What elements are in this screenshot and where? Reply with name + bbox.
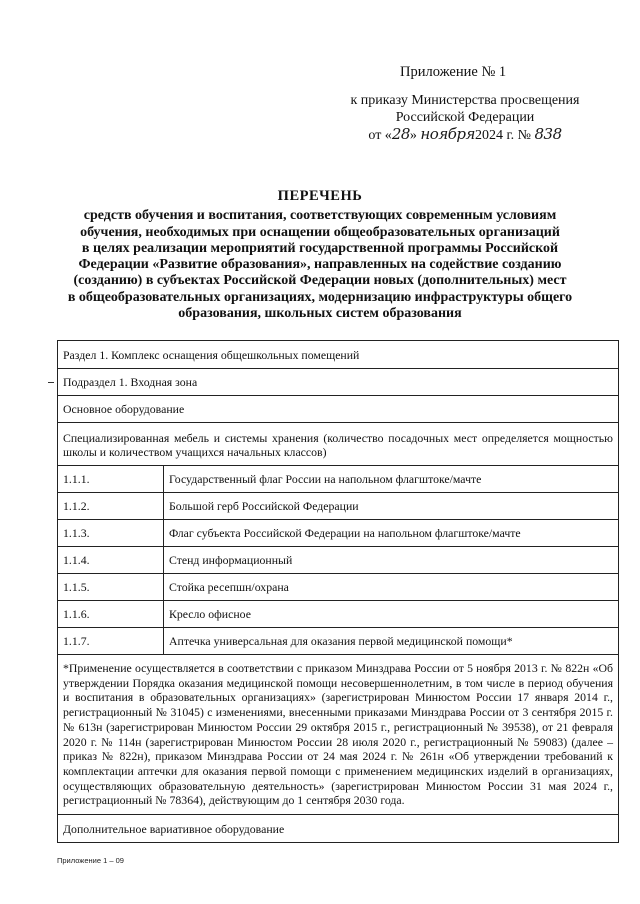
title-line: обучения, необходимых при оснащении общеобразовательных организаций [80,224,560,240]
table-row [58,369,619,396]
item-number: 1.1.3. [58,520,164,547]
table-row [58,520,619,547]
date-prefix: от « [368,128,392,143]
handwritten-day: 28 [391,125,410,143]
item-number: 1.1.1. [58,466,164,493]
title-heading: ПЕРЕЧЕНЬ [277,188,363,204]
table-row [58,466,619,493]
table-row [58,396,619,423]
appendix-order-line1: к приказу Министерства просвещения [350,93,580,108]
title-line: в целях реализации мероприятий государственной программы Российской [81,240,559,256]
table-row [58,628,619,655]
title-line: в общеобразовательных организациях, модернизацию инфраструктуры общего [67,289,573,305]
equipment-table [57,340,619,843]
table-row [58,601,619,628]
appendix-block [330,64,600,144]
appendix-order-line2: Российской Федерации [395,110,535,125]
item-number: 1.1.5. [58,574,164,601]
additional-equipment-header: Дополнительное вариативное оборудование [58,815,619,843]
table-row [58,574,619,601]
page-footer: Приложение 1 – 09 [57,856,124,865]
title-line: Федерации «Развитие образования», направленных на содействие созданию [78,257,562,273]
handwritten-month: ноября [420,125,475,143]
item-number: 1.1.7. [58,628,164,655]
item-name: Аптечка универсальная для оказания первой медицинской помощи* [164,628,619,655]
item-name: Государственный флаг России на напольном флагштоке/мачте [164,466,619,493]
date-year: 2024 г. № [474,128,531,143]
title-line: образования, школьных систем образования [178,306,462,322]
subsection-title: Подраздел 1. Входная зона [58,369,619,396]
item-name: Кресло офисное [164,601,619,628]
basic-equipment-header: Основное оборудование [58,396,619,423]
margin-mark [48,382,54,383]
item-name: Стенд информационный [164,547,619,574]
section-title: Раздел 1. Комплекс оснащения общешкольных помещений [58,341,619,369]
table-row [58,493,619,520]
appendix-date-line [368,126,561,144]
table-row [58,341,619,369]
specialized-furniture-header: Специализированная мебель и системы хранения (количество посадочных мест определяется мощностью школы и количеством учащихся начальных классов) [58,423,619,466]
table-row [58,815,619,843]
handwritten-order-number: 838 [534,125,562,143]
title-line: средств обучения и воспитания, соответствующих современным условиям [83,208,557,224]
item-name: Флаг субъекта Российской Федерации на напольном флагштоке/мачте [164,520,619,547]
item-number: 1.1.4. [58,547,164,574]
title-line: (созданию) в субъектах Российской Федерации новых (дополнительных) мест [73,273,567,289]
table-row [58,547,619,574]
date-mid: » [409,128,417,143]
item-number: 1.1.2. [58,493,164,520]
item-name: Большой герб Российской Федерации [164,493,619,520]
table-row [58,423,619,466]
document-title [40,188,600,322]
item-name: Стойка ресепшн/охрана [164,574,619,601]
appendix-number: Приложение № 1 [400,64,507,80]
item-number: 1.1.6. [58,601,164,628]
footnote-note: *Применение осуществляется в соответствии с приказом Минздрава России от 5 ноября 2013 г. № 822н «Об утверждении Порядка оказания медицинской помощи несовершеннолетним, в том числе в период обучения и воспитания в образовательных организациях» (зарегистрирован Минюстом России 17 января 2014 г., регистрационный № 31045) с изменениями, внесенными приказами Минздрава России от 3 сентября 2015 г. № 613н (зарегистрирован Минюстом России 29 октября 2015 г., регистрационный № 39538), от 21 февраля 2020 г. № 114н (зарегистрирован Минюстом России 28 июля 2020 г., регистрационный № 59083) (далее – приказ № 822н), приказом Минздрава России от 24 мая 2024 г. № 261н «Об утверждении требований к комплектации аптечки для оказания первой помощи с применением медицинских изделий в организациях, осуществляющих образовательную деятельность» (зарегистрирован Минюстом России 31 мая 2024 г., регистрационный № 78364), действующим до 1 сентября 2030 года. [58,655,619,815]
table-row [58,655,619,815]
